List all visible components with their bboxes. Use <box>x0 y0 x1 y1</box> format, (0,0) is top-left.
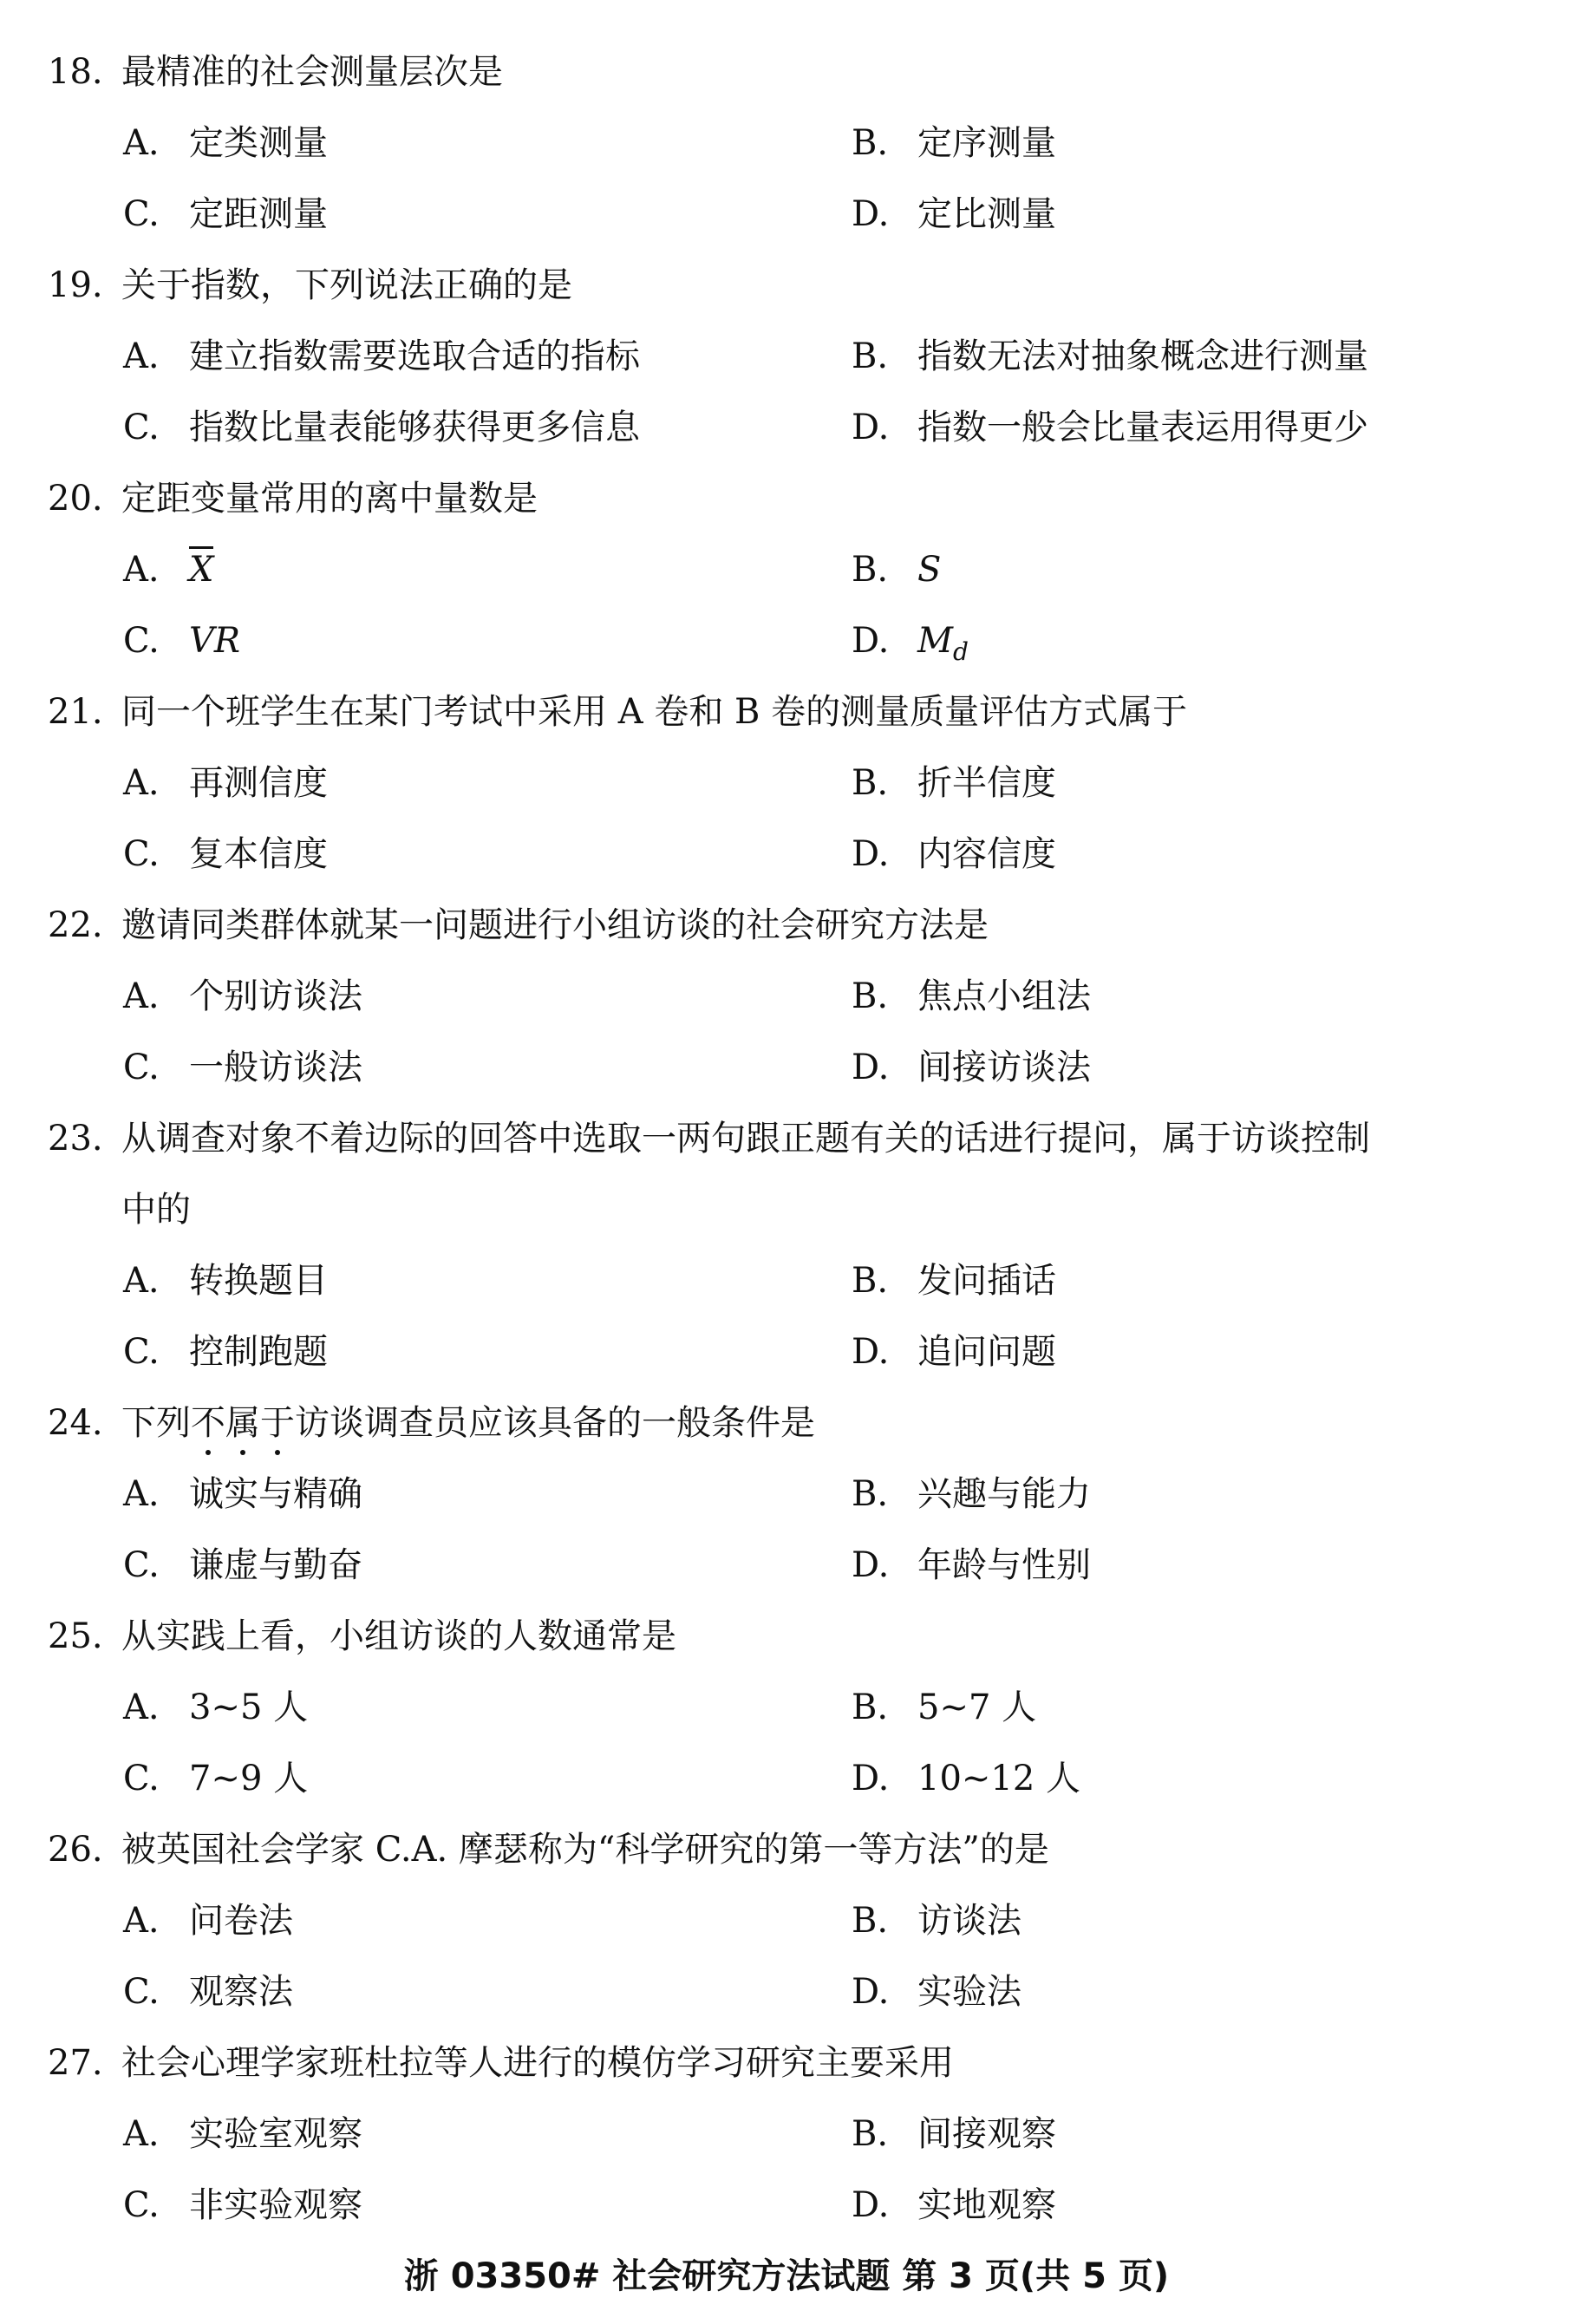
option-b <box>852 961 1091 1032</box>
option-text: 10~12 人 <box>917 1759 1081 1798</box>
option-letter: B. <box>852 1261 889 1301</box>
option-text: 间接观察 <box>917 2114 1056 2154</box>
option-d <box>852 1316 1056 1387</box>
option-text: 年龄与性别 <box>917 1545 1091 1585</box>
option-letter: A. <box>123 1688 160 1727</box>
option-text: 兴趣与能力 <box>917 1474 1091 1514</box>
option-b <box>852 1245 1056 1316</box>
option-text: 5~7 人 <box>917 1688 1037 1727</box>
option-letter: A. <box>123 2114 160 2154</box>
option-d <box>852 819 1056 890</box>
option-a <box>123 1245 328 1316</box>
option-c <box>123 1032 362 1103</box>
option-b <box>852 108 1056 179</box>
option-letter: D. <box>852 834 890 874</box>
option-letter: D. <box>852 1332 890 1372</box>
option-letter: A. <box>123 123 160 163</box>
option-letter: D. <box>852 194 890 234</box>
option-text: 建立指数需要选取合适的指标 <box>189 336 640 376</box>
question-text: 最精准的社会测量层次是 <box>121 52 503 92</box>
option-d <box>852 1530 1091 1601</box>
option-text: 访谈法 <box>917 1901 1021 1941</box>
question-stem <box>48 890 989 961</box>
option-letter: D. <box>852 621 890 661</box>
option-text: 控制跑题 <box>189 1332 328 1372</box>
option-c <box>123 605 240 676</box>
question-stem <box>48 1601 676 1672</box>
question-text: 定距变量常用的离中量数是 <box>121 479 538 519</box>
option-c <box>123 392 640 463</box>
page-footer: 浙 03350# 社会研究方法试题 第 3 页(共 5 页) <box>403 2256 1170 2296</box>
option-text: 观察法 <box>189 1972 293 2012</box>
option-a <box>123 1885 293 1956</box>
option-c <box>123 2170 362 2241</box>
option-letter: B. <box>852 2114 889 2154</box>
option-letter: A. <box>123 1901 160 1941</box>
option-text: 指数一般会比量表运用得更少 <box>917 408 1368 447</box>
question-text-pre: 下列 <box>121 1403 191 1443</box>
option-d <box>852 1956 1021 2027</box>
question-text-post: 访谈调查员应该具备的一般条件是 <box>295 1403 815 1443</box>
question-number: 25. <box>48 1616 103 1656</box>
question-stem <box>48 1387 815 1459</box>
option-letter: A. <box>123 1474 160 1514</box>
question-number: 19. <box>48 265 103 305</box>
question-text: 被英国社会学家 C.A. 摩瑟称为“科学研究的第一等方法”的是 <box>121 1830 1049 1870</box>
option-letter: B. <box>852 1901 889 1941</box>
option-text: 转换题目 <box>189 1261 328 1301</box>
option-letter: A. <box>123 550 160 590</box>
option-c <box>123 819 328 890</box>
option-letter: C. <box>123 834 160 874</box>
option-a <box>123 1459 362 1530</box>
option-d <box>852 179 1056 250</box>
option-text: 内容信度 <box>917 834 1056 874</box>
median-symbol: M <box>917 621 953 661</box>
option-b <box>852 1885 1021 1956</box>
option-text: 7~9 人 <box>189 1759 309 1798</box>
option-d <box>852 392 1368 463</box>
option-letter: C. <box>123 1545 160 1585</box>
option-letter: C. <box>123 1048 160 1087</box>
option-letter: C. <box>123 1332 160 1372</box>
option-text: 谦虚与勤奋 <box>189 1545 362 1585</box>
variation-ratio-symbol: VR <box>189 621 241 661</box>
option-letter: B. <box>852 763 889 803</box>
option-text: 定距测量 <box>189 194 328 234</box>
question-text: 同一个班学生在某门考试中采用 A 卷和 B 卷的测量质量评估方式属于 <box>121 692 1188 732</box>
option-letter: C. <box>123 408 160 447</box>
question-text: 从实践上看，小组访谈的人数通常是 <box>121 1616 676 1656</box>
option-text: 指数无法对抽象概念进行测量 <box>917 336 1368 376</box>
question-stem <box>48 463 538 534</box>
median-subscript: d <box>952 637 969 666</box>
emphasis-dot <box>240 1450 245 1455</box>
option-a <box>123 1672 308 1743</box>
option-c <box>123 1743 308 1814</box>
option-c <box>123 1530 362 1601</box>
option-text: 再测信度 <box>189 763 328 803</box>
option-letter: D. <box>852 1545 890 1585</box>
option-letter: A. <box>123 1261 160 1301</box>
option-letter: D. <box>852 408 890 447</box>
question-number: 26. <box>48 1830 103 1870</box>
option-d <box>852 2170 1056 2241</box>
option-letter: A. <box>123 976 160 1016</box>
option-letter: D. <box>852 1972 890 2012</box>
question-stem <box>48 2027 954 2099</box>
option-b <box>852 747 1056 819</box>
question-number: 18. <box>48 52 103 92</box>
question-text: 关于指数，下列说法正确的是 <box>121 265 572 305</box>
option-text: 发问插话 <box>917 1261 1056 1301</box>
option-letter: B. <box>852 123 889 163</box>
option-a <box>123 321 640 392</box>
emphasis-text <box>191 1403 295 1443</box>
option-text: 指数比量表能够获得更多信息 <box>189 408 640 447</box>
option-d <box>852 1032 1091 1103</box>
question-stem <box>48 36 503 108</box>
emphasized-words: 不属于 <box>191 1403 295 1443</box>
option-b <box>852 2099 1056 2170</box>
question-number: 20. <box>48 479 103 519</box>
option-letter: A. <box>123 336 160 376</box>
option-letter: C. <box>123 2185 160 2225</box>
question-stem <box>48 250 572 321</box>
std-dev-symbol: S <box>917 550 942 590</box>
question-number: 21. <box>48 692 103 732</box>
option-a <box>123 534 213 605</box>
question-number: 22. <box>48 905 103 945</box>
option-d <box>852 1743 1080 1814</box>
option-text: 复本信度 <box>189 834 328 874</box>
option-letter: C. <box>123 621 160 661</box>
option-text: 间接访谈法 <box>917 1048 1091 1087</box>
option-text: 焦点小组法 <box>917 976 1091 1016</box>
option-c <box>123 1316 328 1387</box>
option-text: 诚实与精确 <box>189 1474 362 1514</box>
question-number: 27. <box>48 2043 103 2083</box>
question-stem <box>48 676 1187 747</box>
question-stem <box>48 1103 1370 1174</box>
option-text: 个别访谈法 <box>189 976 362 1016</box>
option-text: 追问问题 <box>917 1332 1056 1372</box>
option-d <box>852 605 969 676</box>
option-b <box>852 534 941 605</box>
option-text: 折半信度 <box>917 763 1056 803</box>
option-a <box>123 108 328 179</box>
option-text: 定序测量 <box>917 123 1056 163</box>
option-b <box>852 1672 1036 1743</box>
option-b <box>852 1459 1091 1530</box>
emphasis-dot <box>206 1450 211 1455</box>
question-text: 社会心理学家班杜拉等人进行的模仿学习研究主要采用 <box>121 2043 954 2083</box>
question-stem-continuation: 中的 <box>121 1190 191 1230</box>
option-text: 实验法 <box>917 1972 1021 2012</box>
option-text: 实地观察 <box>917 2185 1056 2225</box>
question-text: 邀请同类群体就某一问题进行小组访谈的社会研究方法是 <box>121 905 989 945</box>
option-text: 问卷法 <box>189 1901 293 1941</box>
option-c <box>123 1956 293 2027</box>
question-number: 23. <box>48 1119 103 1159</box>
option-letter: D. <box>852 1048 890 1087</box>
question-text: 从调查对象不着边际的回答中选取一两句跟正题有关的话进行提问，属于访谈控制 <box>121 1119 1370 1159</box>
option-letter: B. <box>852 336 889 376</box>
option-text: 非实验观察 <box>189 2185 362 2225</box>
option-letter: A. <box>123 763 160 803</box>
question-number: 24. <box>48 1403 103 1443</box>
emphasis-dot <box>275 1450 280 1455</box>
option-letter: C. <box>123 194 160 234</box>
mean-symbol: X <box>189 546 213 589</box>
option-letter: B. <box>852 1688 889 1727</box>
question-stem <box>48 1814 1049 1885</box>
option-c <box>123 179 328 250</box>
option-letter: C. <box>123 1759 160 1798</box>
option-text: 定比测量 <box>917 194 1056 234</box>
option-letter: B. <box>852 1474 889 1514</box>
option-text: 3~5 人 <box>189 1688 309 1727</box>
option-a <box>123 2099 362 2170</box>
option-b <box>852 321 1368 392</box>
option-a <box>123 747 328 819</box>
option-text: 定类测量 <box>189 123 328 163</box>
option-letter: D. <box>852 2185 890 2225</box>
option-a <box>123 961 362 1032</box>
option-letter: D. <box>852 1759 890 1798</box>
option-letter: B. <box>852 976 889 1016</box>
option-letter: C. <box>123 1972 160 2012</box>
option-letter: B. <box>852 550 889 590</box>
option-text: 实验室观察 <box>189 2114 362 2154</box>
option-text: 一般访谈法 <box>189 1048 362 1087</box>
